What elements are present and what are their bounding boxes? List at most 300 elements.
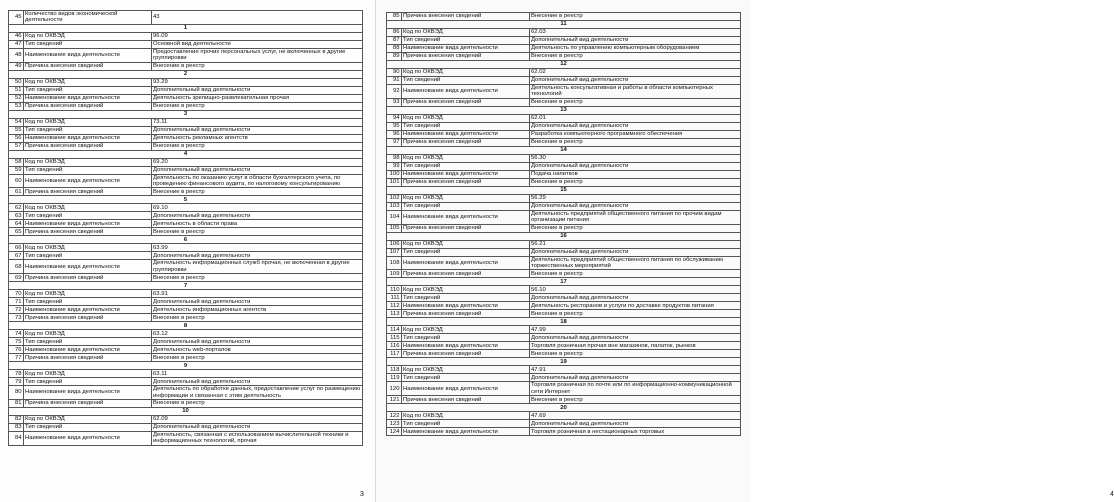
field-label: Тип сведений — [401, 162, 529, 170]
field-value: Торговля розничная в нестационарных торговых — [529, 428, 741, 436]
row-number: 101 — [387, 178, 402, 186]
table-row — [387, 374, 741, 382]
table-row — [9, 78, 363, 86]
left-page — [0, 0, 375, 502]
field-label: Наименование вида деятельности — [401, 130, 529, 138]
field-value: 47.99 — [529, 326, 741, 334]
field-value: Деятельность информационных агентств — [151, 306, 363, 314]
row-number: 122 — [387, 412, 402, 420]
field-label: Наименование вида деятельности — [401, 170, 529, 178]
table-row — [387, 98, 741, 106]
field-value: Внесение в реестр — [151, 354, 363, 362]
page-number: 4 — [1110, 491, 1114, 498]
field-value: Внесение в реестр — [151, 62, 363, 70]
field-value: Дополнительный вид деятельности — [151, 298, 363, 306]
table-row — [387, 53, 741, 61]
row-number: 92 — [387, 85, 402, 99]
table-row — [9, 378, 363, 386]
field-value: 69.20 — [151, 158, 363, 166]
section-row — [387, 278, 741, 286]
section-number: 17 — [387, 278, 741, 286]
table-row — [387, 350, 741, 358]
field-label: Код по ОКВЭД — [401, 366, 529, 374]
field-value: Внесение в реестр — [151, 188, 363, 196]
field-label: Причина внесения сведений — [23, 354, 151, 362]
row-number: 102 — [387, 194, 402, 202]
field-value: Деятельность по управлению компьютерным оборудованием — [529, 45, 741, 53]
table-row — [9, 86, 363, 94]
field-value: Дополнительный вид деятельности — [151, 212, 363, 220]
table-row — [9, 346, 363, 354]
field-value: Деятельность, связанная с использованием вычислительной техники и информационных технологий, прочая — [151, 432, 363, 446]
table-row — [387, 194, 741, 202]
field-label: Тип сведений — [401, 37, 529, 45]
field-value: Дополнительный вид деятельности — [151, 424, 363, 432]
field-value: 56.29 — [529, 194, 741, 202]
row-number: 67 — [9, 252, 24, 260]
field-label: Наименование вида деятельности — [23, 94, 151, 102]
section-row — [387, 21, 741, 29]
field-label: Наименование вида деятельности — [23, 174, 151, 188]
row-number: 104 — [387, 210, 402, 224]
table-row — [9, 228, 363, 236]
section-number: 16 — [387, 232, 741, 240]
table-row — [387, 85, 741, 99]
table-row — [387, 162, 741, 170]
field-label: Тип сведений — [401, 202, 529, 210]
row-number: 76 — [9, 346, 24, 354]
table-row — [387, 178, 741, 186]
table-row — [387, 69, 741, 77]
row-number: 50 — [9, 78, 24, 86]
table-row — [387, 154, 741, 162]
table-row — [387, 13, 741, 21]
section-number: 7 — [9, 282, 363, 290]
section-row — [387, 61, 741, 69]
table-row — [9, 432, 363, 446]
field-label: Причина внесения сведений — [401, 178, 529, 186]
field-value: 63.11 — [151, 370, 363, 378]
row-number: 81 — [9, 400, 24, 408]
field-value: 63.99 — [151, 244, 363, 252]
field-value: Внесение в реестр — [529, 396, 741, 404]
row-number: 49 — [9, 62, 24, 70]
row-number: 106 — [387, 240, 402, 248]
section-number: 19 — [387, 358, 741, 366]
field-value: 56.10 — [529, 286, 741, 294]
row-number: 85 — [387, 13, 402, 21]
row-number: 100 — [387, 170, 402, 178]
row-number: 77 — [9, 354, 24, 362]
section-number: 15 — [387, 186, 741, 194]
table-row — [9, 158, 363, 166]
table-row — [9, 118, 363, 126]
row-number: 58 — [9, 158, 24, 166]
row-number: 51 — [9, 86, 24, 94]
section-row — [9, 150, 363, 158]
field-label: Наименование вида деятельности — [23, 260, 151, 274]
table-row — [9, 94, 363, 102]
table-row — [387, 138, 741, 146]
field-value: 63.12 — [151, 330, 363, 338]
row-number: 105 — [387, 224, 402, 232]
section-number: 2 — [9, 70, 363, 78]
table-row — [9, 102, 363, 110]
field-value: Дополнительный вид деятельности — [529, 334, 741, 342]
row-number: 84 — [9, 432, 24, 446]
field-label: Код по ОКВЭД — [23, 118, 151, 126]
field-label: Тип сведений — [23, 424, 151, 432]
row-number: 80 — [9, 386, 24, 400]
row-number: 96 — [387, 130, 402, 138]
section-row — [9, 70, 363, 78]
field-value: Деятельность web-порталов — [151, 346, 363, 354]
field-value: Дополнительный вид деятельности — [529, 77, 741, 85]
table-row — [387, 77, 741, 85]
row-number: 45 — [9, 11, 24, 25]
table-row — [9, 212, 363, 220]
row-number: 72 — [9, 306, 24, 314]
table-row — [387, 122, 741, 130]
field-label: Код по ОКВЭД — [23, 416, 151, 424]
field-value: Внесение в реестр — [151, 274, 363, 282]
field-label: Наименование вида деятельности — [23, 386, 151, 400]
row-number: 108 — [387, 256, 402, 270]
row-number: 103 — [387, 202, 402, 210]
field-value: 56.21 — [529, 240, 741, 248]
table-row — [387, 342, 741, 350]
field-value: Деятельность рекламных агентств — [151, 134, 363, 142]
table-row — [387, 202, 741, 210]
section-number: 4 — [9, 150, 363, 158]
table-row — [387, 210, 741, 224]
section-row — [9, 322, 363, 330]
section-number: 18 — [387, 318, 741, 326]
table-row — [387, 248, 741, 256]
field-label: Код по ОКВЭД — [23, 158, 151, 166]
section-number: 9 — [9, 362, 363, 370]
table-row — [9, 220, 363, 228]
field-value: Деятельность предприятий общественного питания по прочим видам организации питания — [529, 210, 741, 224]
row-number: 48 — [9, 48, 24, 62]
field-value: 43 — [151, 11, 363, 25]
table-row — [9, 306, 363, 314]
section-row — [9, 236, 363, 244]
row-number: 112 — [387, 302, 402, 310]
field-label: Причина внесения сведений — [23, 102, 151, 110]
table-row — [9, 252, 363, 260]
row-number: 89 — [387, 53, 402, 61]
section-row — [9, 362, 363, 370]
table-row — [387, 366, 741, 374]
field-value: Дополнительный вид деятельности — [529, 122, 741, 130]
field-label: Тип сведений — [401, 77, 529, 85]
field-value: Внесение в реестр — [151, 314, 363, 322]
field-label: Код по ОКВЭД — [401, 286, 529, 294]
field-value: Дополнительный вид деятельности — [529, 374, 741, 382]
table-row — [9, 354, 363, 362]
field-label: Тип сведений — [401, 248, 529, 256]
field-value: 56.30 — [529, 154, 741, 162]
row-number: 97 — [387, 138, 402, 146]
row-number: 71 — [9, 298, 24, 306]
row-number: 109 — [387, 270, 402, 278]
section-number: 3 — [9, 110, 363, 118]
table-row — [387, 396, 741, 404]
field-label: Наименование вида деятельности — [401, 428, 529, 436]
table-row — [387, 29, 741, 37]
field-label: Причина внесения сведений — [401, 138, 529, 146]
field-label: Причина внесения сведений — [23, 62, 151, 70]
table-row — [9, 290, 363, 298]
field-label: Наименование вида деятельности — [401, 85, 529, 99]
row-number: 60 — [9, 174, 24, 188]
row-number: 78 — [9, 370, 24, 378]
row-number: 79 — [9, 378, 24, 386]
field-value: Внесение в реестр — [529, 138, 741, 146]
field-value: 69.10 — [151, 204, 363, 212]
table-row — [9, 166, 363, 174]
table-row — [9, 298, 363, 306]
table-row — [387, 130, 741, 138]
table-row — [9, 370, 363, 378]
field-label: Тип сведений — [23, 378, 151, 386]
field-label: Код по ОКВЭД — [401, 154, 529, 162]
table-row — [9, 274, 363, 282]
field-value: Деятельность в области права — [151, 220, 363, 228]
section-number: 10 — [9, 408, 363, 416]
field-label: Наименование вида деятельности — [401, 342, 529, 350]
field-value: Торговля розничная по почте или по информационно-коммуникационной сети Интернет — [529, 382, 741, 396]
row-number: 117 — [387, 350, 402, 358]
field-value: Внесение в реестр — [529, 98, 741, 106]
field-label: Код по ОКВЭД — [23, 330, 151, 338]
row-number: 91 — [387, 77, 402, 85]
field-label: Причина внесения сведений — [23, 188, 151, 196]
row-number: 53 — [9, 102, 24, 110]
row-number: 73 — [9, 314, 24, 322]
field-label: Наименование вида деятельности — [23, 220, 151, 228]
right-registry-table — [386, 12, 741, 436]
field-value: Деятельность ресторанов и услуги по доставке продуктов питания — [529, 302, 741, 310]
table-row — [387, 37, 741, 45]
field-label: Причина внесения сведений — [23, 400, 151, 408]
field-label: Код по ОКВЭД — [23, 204, 151, 212]
table-row — [387, 270, 741, 278]
field-value: Дополнительный вид деятельности — [151, 338, 363, 346]
table-row — [9, 260, 363, 274]
table-row — [387, 428, 741, 436]
field-label: Наименование вида деятельности — [401, 302, 529, 310]
row-number: 86 — [387, 29, 402, 37]
field-value: Дополнительный вид деятельности — [529, 37, 741, 45]
row-number: 98 — [387, 154, 402, 162]
field-label: Наименование вида деятельности — [401, 256, 529, 270]
field-value: 62.09 — [151, 416, 363, 424]
row-number: 107 — [387, 248, 402, 256]
field-label: Тип сведений — [23, 252, 151, 260]
row-number: 55 — [9, 126, 24, 134]
row-number: 115 — [387, 334, 402, 342]
table-row — [9, 32, 363, 40]
table-row — [387, 240, 741, 248]
field-label: Тип сведений — [401, 294, 529, 302]
field-label: Тип сведений — [401, 334, 529, 342]
table-row — [9, 416, 363, 424]
field-value: Деятельность зрелищно-развлекательная прочая — [151, 94, 363, 102]
table-row — [387, 294, 741, 302]
page-number: 3 — [360, 491, 364, 498]
table-row — [9, 48, 363, 62]
field-value: 47.69 — [529, 412, 741, 420]
field-label: Код по ОКВЭД — [23, 78, 151, 86]
table-row — [9, 330, 363, 338]
field-value: Подача напитков — [529, 170, 741, 178]
field-label: Наименование вида деятельности — [23, 346, 151, 354]
row-number: 52 — [9, 94, 24, 102]
table-row — [9, 338, 363, 346]
table-row — [387, 45, 741, 53]
section-row — [387, 318, 741, 326]
row-number: 99 — [387, 162, 402, 170]
field-value: Основной вид деятельности — [151, 40, 363, 48]
field-label: Наименование вида деятельности — [401, 382, 529, 396]
row-number: 111 — [387, 294, 402, 302]
field-label: Тип сведений — [23, 126, 151, 134]
field-value: Внесение в реестр — [529, 53, 741, 61]
field-label: Причина внесения сведений — [401, 270, 529, 278]
row-number: 63 — [9, 212, 24, 220]
section-row — [9, 196, 363, 204]
section-number: 13 — [387, 106, 741, 114]
table-row — [9, 400, 363, 408]
field-value: Разработка компьютерного программного обеспечения — [529, 130, 741, 138]
section-number: 20 — [387, 404, 741, 412]
section-number: 5 — [9, 196, 363, 204]
table-row — [387, 224, 741, 232]
row-number: 116 — [387, 342, 402, 350]
field-value: Дополнительный вид деятельности — [529, 202, 741, 210]
row-number: 90 — [387, 69, 402, 77]
row-number: 88 — [387, 45, 402, 53]
table-row — [9, 142, 363, 150]
table-row — [9, 11, 363, 25]
field-label: Причина внесения сведений — [401, 13, 529, 21]
field-label: Тип сведений — [401, 420, 529, 428]
field-label: Наименование вида деятельности — [23, 48, 151, 62]
section-row — [9, 24, 363, 32]
field-value: Деятельность по обработке данных, предоставление услуг по размещению информации и связанная с этим деятельность — [151, 386, 363, 400]
field-value: Дополнительный вид деятельности — [529, 420, 741, 428]
section-row — [9, 110, 363, 118]
section-row — [387, 358, 741, 366]
row-number: 75 — [9, 338, 24, 346]
table-row — [9, 134, 363, 142]
field-value: 62.02 — [529, 69, 741, 77]
field-label: Причина внесения сведений — [401, 224, 529, 232]
field-label: Причина внесения сведений — [401, 53, 529, 61]
section-number: 1 — [9, 24, 363, 32]
table-row — [387, 256, 741, 270]
field-value: 62.01 — [529, 114, 741, 122]
field-label: Код по ОКВЭД — [23, 290, 151, 298]
field-label: Тип сведений — [401, 122, 529, 130]
field-label: Код по ОКВЭД — [401, 326, 529, 334]
section-number: 6 — [9, 236, 363, 244]
row-number: 121 — [387, 396, 402, 404]
field-label: Причина внесения сведений — [401, 310, 529, 318]
field-label: Наименование вида деятельности — [23, 432, 151, 446]
field-label: Причина внесения сведений — [23, 228, 151, 236]
row-number: 56 — [9, 134, 24, 142]
field-value: Внесение в реестр — [529, 310, 741, 318]
field-value: Деятельность предприятий общественного питания по обслуживанию торжественных мероприятий — [529, 256, 741, 270]
row-number: 123 — [387, 420, 402, 428]
field-value: Дополнительный вид деятельности — [151, 86, 363, 94]
row-number: 87 — [387, 37, 402, 45]
field-label: Код по ОКВЭД — [401, 412, 529, 420]
table-row — [9, 204, 363, 212]
table-row — [9, 126, 363, 134]
field-label: Причина внесения сведений — [23, 142, 151, 150]
field-value: Дополнительный вид деятельности — [151, 126, 363, 134]
row-number: 95 — [387, 122, 402, 130]
table-row — [387, 114, 741, 122]
field-value: Внесение в реестр — [151, 228, 363, 236]
field-label: Тип сведений — [23, 298, 151, 306]
field-label: Код по ОКВЭД — [23, 370, 151, 378]
table-row — [9, 40, 363, 48]
row-number: 64 — [9, 220, 24, 228]
table-row — [9, 386, 363, 400]
field-value: Дополнительный вид деятельности — [529, 248, 741, 256]
row-number: 57 — [9, 142, 24, 150]
section-number: 11 — [387, 21, 741, 29]
table-row — [9, 62, 363, 70]
field-label: Код по ОКВЭД — [401, 240, 529, 248]
table-row — [387, 310, 741, 318]
field-label: Наименование вида деятельности — [23, 134, 151, 142]
table-row — [387, 170, 741, 178]
row-number: 113 — [387, 310, 402, 318]
field-label: Тип сведений — [23, 40, 151, 48]
field-value: Деятельность консультативная и работы в области компьютерных технологий — [529, 85, 741, 99]
row-number: 69 — [9, 274, 24, 282]
table-row — [387, 412, 741, 420]
row-number: 93 — [387, 98, 402, 106]
row-number: 114 — [387, 326, 402, 334]
field-value: 62.03 — [529, 29, 741, 37]
field-value: Дополнительный вид деятельности — [529, 294, 741, 302]
table-row — [387, 334, 741, 342]
row-number: 119 — [387, 374, 402, 382]
row-number: 124 — [387, 428, 402, 436]
field-value: Внесение в реестр — [151, 142, 363, 150]
row-number: 83 — [9, 424, 24, 432]
field-label: Причина внесения сведений — [401, 98, 529, 106]
field-label: Наименование вида деятельности — [23, 306, 151, 314]
row-number: 54 — [9, 118, 24, 126]
field-value: Дополнительный вид деятельности — [151, 252, 363, 260]
section-row — [387, 404, 741, 412]
row-number: 74 — [9, 330, 24, 338]
field-label: Код по ОКВЭД — [401, 29, 529, 37]
field-value: 73.11 — [151, 118, 363, 126]
section-row — [387, 232, 741, 240]
field-label: Причина внесения сведений — [401, 396, 529, 404]
left-registry-table — [8, 10, 363, 446]
row-number: 82 — [9, 416, 24, 424]
